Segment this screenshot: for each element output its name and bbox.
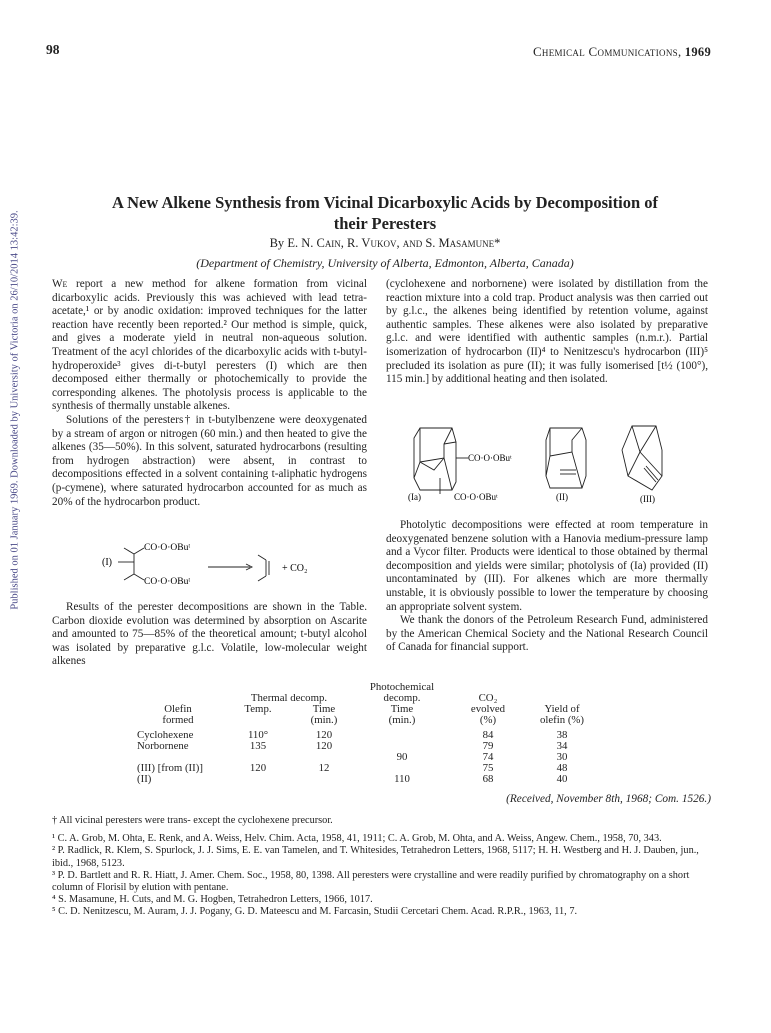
reference-2: ² P. Radlick, R. Klem, S. Spurlock, J. J. Sims, E. E. van Tamelen, and T. Whitesides, Tetrahedron Letters, 1968, 5117; H. H. Westberg and H. J. Dauben, jun., ibid., 1968, 5123.: [52, 845, 699, 869]
author-names: E. N. Cain, R. Vukov, and S. Masamune*: [287, 236, 501, 250]
scheme-group-top: CO·O·OBuᵗ: [144, 543, 191, 553]
cell-yield: 48: [556, 762, 568, 774]
right-paragraph-1: (cyclohexene and norbornene) were isolated by distillation from the reaction mixture into a cold trap. Product analysis was then carried out by g.l.c., the alkenes being identified by retention volume, against authentic samples. These alkenes were also isolated by preparative g.l.c. and were identified with authentic samples (n.m.r.). Partial isomerization of hydrocarbon (II)⁴ to Nenitzescu's hydrocarbon (III)⁵ precluded its isolation as pure (II); it was fully isomerised [t½ (100°), 115 min.] by additional heating and then isolated.: [386, 278, 708, 386]
received-date: (Received, November 8th, 1968; Com. 1526.): [506, 793, 711, 805]
cell-co2: 84: [482, 729, 494, 741]
th-photo-1: Photochemical: [369, 681, 435, 693]
cell-co2: 68: [482, 773, 494, 785]
right-column-lower: [386, 519, 708, 655]
label-ia: (Ia): [408, 492, 421, 502]
results-table: [0, 681, 771, 786]
structures-figure: [400, 420, 710, 510]
th-co2-3: (%): [479, 714, 497, 726]
th-photo-2: decomp.: [383, 692, 421, 704]
cell-temp: 110°: [247, 729, 269, 741]
th-thermal: Thermal decomp.: [250, 692, 328, 704]
scheme-product: + CO₂: [282, 563, 308, 574]
left-column-upper: [52, 278, 367, 509]
th-co2-1: CO₂: [478, 692, 498, 704]
cell-time: 120: [315, 729, 333, 741]
dropcap-word: We: [52, 278, 68, 290]
label-ii: (II): [556, 492, 568, 502]
author-line: [40, 236, 730, 251]
th-temp: Temp.: [244, 703, 272, 715]
ia-group-top: CO·O·OBuᵗ: [468, 453, 512, 463]
right-column-upper: [386, 278, 708, 387]
scheme-label-I: (I): [102, 557, 112, 568]
right-paragraph-3: We thank the donors of the Petroleum Research Fund, administered by the American Chemical Society and the National Research Council of Canada for financial support.: [386, 614, 708, 654]
cell-yield: 30: [556, 751, 568, 763]
reference-3: ³ P. D. Bartlett and R. R. Hiatt, J. Amer. Chem. Soc., 1958, 80, 1398. All peresters were crystalline and were readily purified by chromatography on a short column of Florisil by elution with pentane.: [52, 869, 690, 894]
scheme-group-bottom: CO·O·OBuᵗ: [144, 577, 191, 587]
cell-olefin: (III) [from (II)]: [137, 762, 203, 774]
footnotes: [52, 815, 708, 919]
cell-olefin: (II): [137, 773, 152, 785]
cell-co2: 74: [482, 751, 494, 763]
cell-temp: 135: [249, 740, 267, 752]
reference-1: ¹ C. A. Grob, M. Ohta, E. Renk, and A. Weiss, Helv. Chim. Acta, 1958, 41, 1911; C. A. Grob, M. Ohta, and A. Weiss, Angew. Chem., 1958, 70, 343.: [52, 833, 662, 845]
title-line-2: their Peresters: [333, 214, 437, 233]
affiliation: (Department of Chemistry, University of Alberta, Edmonton, Alberta, Canada): [196, 256, 574, 270]
author-by: By: [269, 236, 285, 250]
article-title: [40, 192, 730, 234]
th-time-unit: (min.): [310, 714, 338, 726]
cell-time: 12: [318, 762, 330, 774]
reference-4: ⁴ S. Masamune, H. Cuts, and M. G. Hogben, Tetrahedron Letters, 1966, 1017.: [52, 894, 373, 906]
th-photo-4: (min.): [388, 714, 416, 726]
reference-5: ⁵ C. D. Nenitzescu, M. Auram, J. J. Pogany, G. D. Mateescu and M. Farcasin, Studii Cercetari Chem. Acad. R.P.R., 1963, 11, 7.: [52, 906, 578, 918]
footnote-dagger: † All vicinal peresters were trans- except the cyclohexene precursor.: [52, 815, 333, 826]
left-column-lower: [52, 601, 367, 669]
label-iii: (III): [640, 494, 655, 504]
th-olefin-2: formed: [162, 714, 194, 726]
left-paragraph-2: Solutions of the peresters† in t-butylbenzene were deoxygenated by a stream of argon or nitrogen (60 min.) and then heated to give the alkenes (35—50%). In this solvent, saturated hydrocarbons (resulting from hydrogen abstraction) were absent, in contrast to decompositions effected in a solvent containing t-aliphatic hydrogens (p-cymene), where saturated hydrocarbon accounted for as much as 20% of the hydrocarbon product.: [52, 413, 367, 508]
download-watermark: Published on 01 January 1969. Downloaded by University of Victoria on 26/10/2014 13:42:39.: [9, 210, 21, 610]
cell-co2: 79: [482, 740, 494, 752]
cell-olefin: Norbornene: [137, 740, 189, 752]
journal-year: 1969: [684, 45, 711, 59]
cell-temp: 120: [249, 762, 267, 774]
th-time: Time: [312, 703, 336, 715]
th-co2-2: evolved: [470, 703, 506, 715]
th-yield-1: Yield of: [544, 703, 580, 715]
cell-photo: 90: [396, 751, 408, 763]
cell-yield: 38: [556, 729, 568, 741]
cell-yield: 40: [556, 773, 568, 785]
cell-olefin: Cyclohexene: [137, 729, 194, 741]
th-photo-3: Time: [390, 703, 414, 715]
cell-yield: 34: [556, 740, 568, 752]
cell-photo: 110: [394, 773, 410, 785]
cell-co2: 75: [482, 762, 494, 774]
running-header: Chemical Communications, 1969: [532, 44, 711, 59]
journal-name: Chemical Communications: [532, 44, 678, 59]
title-line-1: A New Alkene Synthesis from Vicinal Dicarboxylic Acids by Decomposition of: [111, 193, 659, 212]
left-paragraph-1: We report a new method for alkene formation from vicinal dicarboxylic acids. Previously this was achieved with lead tetra-acetate,¹ or by anodic oxidation: improved techniques for the latter reaction have recently been reported.² Our method is simple, quick, and gives a moderate yield in neutral non-aqueous solution. Treatment of the acyl chlorides of the dicarboxylic acids with t-butyl-hydroperoxide³ gives di-t-butyl peresters (I) which are then decomposed either thermally or photochemically to provide the corresponding alkenes. The photolysis process is applicable to the synthesis of thermally unstable alkenes.: [52, 278, 367, 413]
page-number: 98: [46, 42, 60, 57]
th-yield-2: olefin (%): [539, 714, 585, 726]
structures-drawing: [400, 420, 710, 510]
left-paragraph-3: Results of the perester decompositions are shown in the Table. Carbon dioxide evolution was determined by absorption on Ascarite and amounted to 75—85% of the theoretical amount; t-butyl alcohol was isolated by preparative g.l.c. Volatile, low-molecular weight alkenes: [52, 601, 367, 668]
reaction-scheme-drawing: [90, 540, 360, 595]
ia-group-bottom: CO·O·OBuᵗ: [454, 492, 498, 502]
cell-time: 120: [315, 740, 333, 752]
th-olefin-1: Olefin: [164, 703, 192, 715]
reaction-scheme: [90, 540, 360, 595]
right-paragraph-2: Photolytic decompositions were effected at room temperature in deoxygenated benzene solution with a Hanovia medium-pressure lamp and a Vycor filter. Products were identical to those obtained by thermal decomposition and yields were similar; photolysis of (Ia) provided (II) uncontaminated by (III). For alkenes which are more thermally unstable, it is obviously possible to lower the temperature by choosing an appropriate solvent system.: [386, 519, 708, 613]
